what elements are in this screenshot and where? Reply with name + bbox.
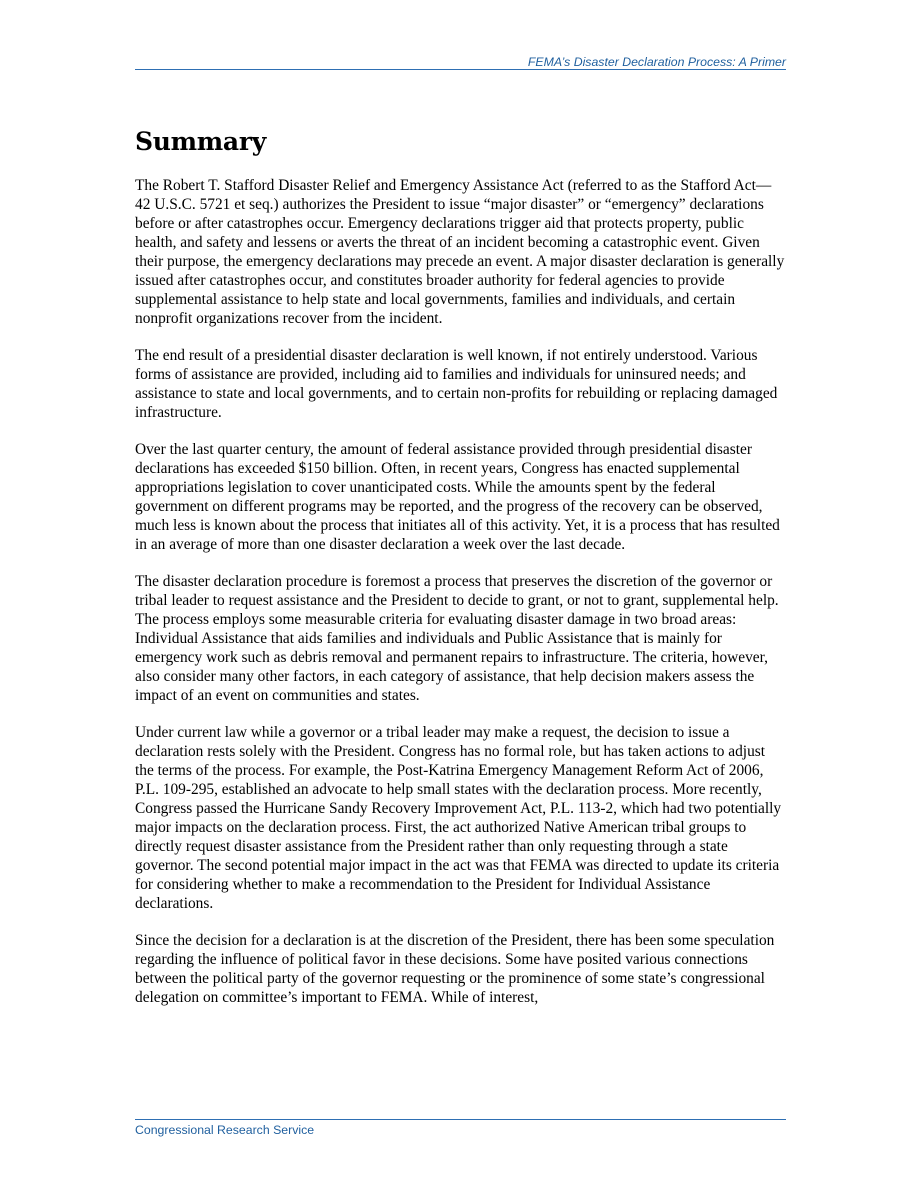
header-divider [135, 69, 786, 70]
footer-divider [135, 1119, 786, 1120]
summary-paragraph: The end result of a presidential disaster declaration is well known, if not entirely understood. Various forms of assistance are provided, including aid to families and individuals for uninsured needs; and assistance to state and local governments, and to certain non-profits for rebuilding or replacing damaged infrastructure. [135, 347, 778, 421]
running-footer-source: Congressional Research Service [135, 1123, 315, 1137]
summary-paragraph: Over the last quarter century, the amount of federal assistance provided through presidential disaster declarations has exceeded $150 billion. Often, in recent years, Congress has enacted supplemental appropriations legislation to cover unanticipated costs. While the amounts spent by the federal government on different programs may be reported, and the progress of the recovery can be observed, much less is known about the process that initiates all of this activity. Yet, it is a process that has resulted in an average of more than one disaster declaration a week over the last decade. [135, 441, 780, 553]
page-title: Summary [135, 127, 266, 156]
summary-paragraph: Under current law while a governor or a tribal leader may make a request, the decision to issue a declaration rests solely with the President. Congress has no formal role, but has taken actions to adjust the terms of the process. For example, the Post-Katrina Emergency Management Reform Act of 2006, P.L. 109-295, established an advocate to help small states with the declaration process. More recently, Congress passed the Hurricane Sandy Recovery Improvement Act, P.L. 113-2, which had two potentially major impacts on the declaration process. First, the act authorized Native American tribal groups to directly request disaster assistance from the President rather than only requesting through a state governor. The second potential major impact in the act was that FEMA was directed to update its criteria for considering whether to make a recommendation to the President for Individual Assistance declarations. [135, 724, 782, 912]
summary-paragraph: The disaster declaration procedure is foremost a process that preserves the discretion of the governor or tribal leader to request assistance and the President to decide to grant, or not to grant, supplemental help. The process employs some measurable criteria for evaluating disaster damage in two broad areas: Individual Assistance that aids families and individuals and Public Assistance that is mainly for emergency work such as debris removal and permanent repairs to infrastructure. The criteria, however, also consider many other factors, in each category of assistance, that help decision makers assess the impact of an event on communities and states. [135, 573, 779, 704]
summary-body [135, 176, 786, 1025]
summary-paragraph: The Robert T. Stafford Disaster Relief and Emergency Assistance Act (referred to as the Stafford Act—42 U.S.C. 5721 et seq.) authorizes the President to issue “major disaster” or “emergency” declarations before or after catastrophes occur. Emergency declarations trigger aid that protects property, public health, and safety and lessens or averts the threat of an incident becoming a catastrophic event. Given their purpose, the emergency declarations may precede an event. A major disaster declaration is generally issued after catastrophes occur, and constitutes broader authority for federal agencies to provide supplemental assistance to help state and local governments, families and individuals, and certain nonprofit organizations recover from the incident. [135, 177, 785, 327]
running-header-title: FEMA’s Disaster Declaration Process: A Primer [527, 55, 786, 69]
summary-paragraph: Since the decision for a declaration is at the discretion of the President, there has been some speculation regarding the influence of political favor in these decisions. Some have posited various connections between the political party of the governor requesting or the prominence of some state’s congressional delegation on committee’s important to FEMA. While of interest, [135, 932, 775, 1006]
